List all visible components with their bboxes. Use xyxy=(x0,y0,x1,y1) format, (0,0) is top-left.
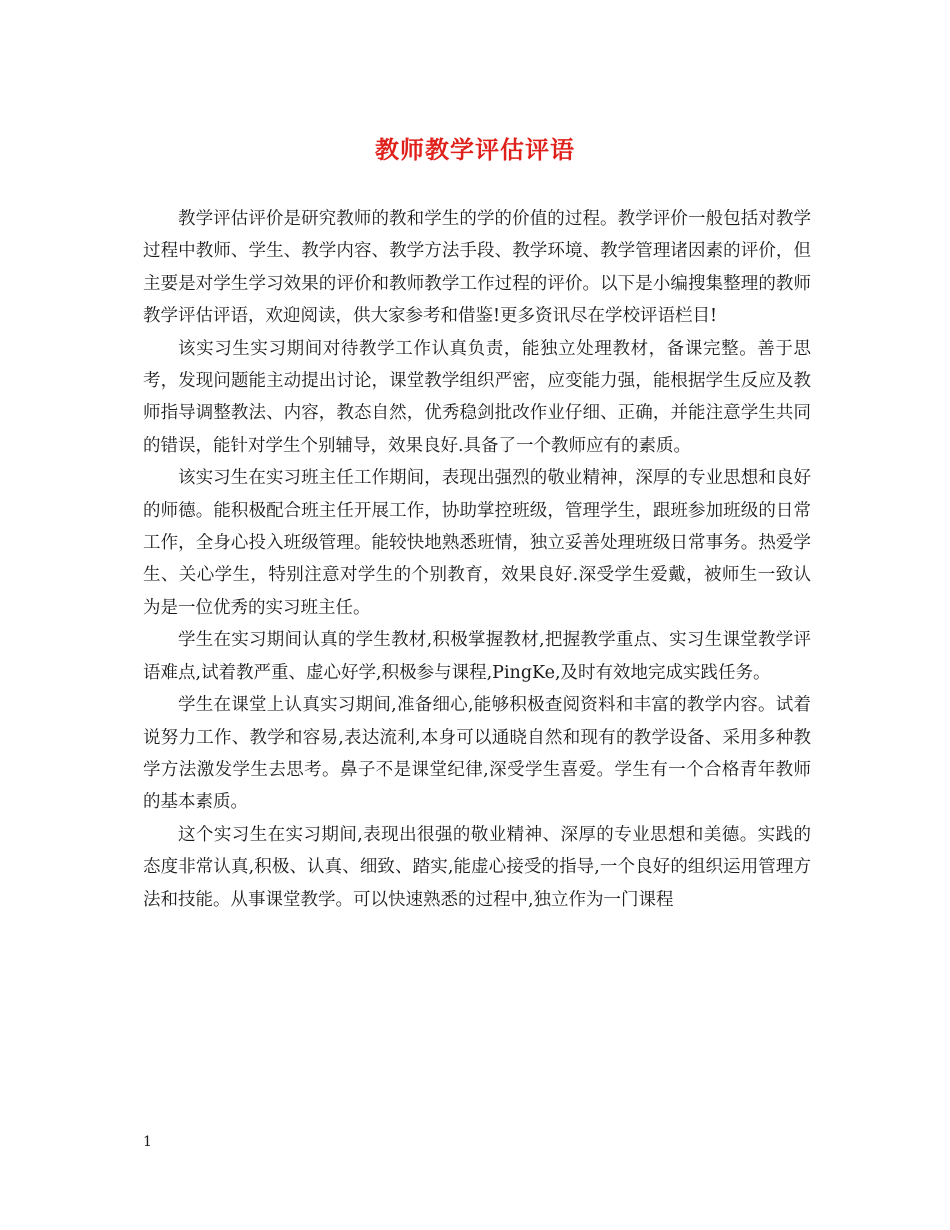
document-title: 教师教学评估评语 xyxy=(375,135,575,164)
paragraph-comment-2: 该实习生在实习班主任工作期间，表现出强烈的敬业精神，深厚的专业思想和良好的师德。能积极配合班主任开展工作，协助掌控班级，管理学生，跟班参加班级的日常工作，全身心投入班级管理。能较快地熟悉班情，独立妥善处理班级日常事务。热爱学生、关心学生，特别注意对学生的个别教育，效果良好.深受学生爱戴，被师生一致认为是一位优秀的实习班主任。 xyxy=(143,468,811,618)
paragraph-comment-4: 学生在课堂上认真实习期间,准备细心,能够积极查阅资料和丰富的教学内容。试着说努力工作、教学和容易,表达流利,本身可以通晓自然和现有的教学设备、采用多种教学方法激发学生去思考。鼻子不是课堂纪律,深受学生喜爱。学生有一个合格青年教师的基本素质。 xyxy=(143,695,811,813)
document-body xyxy=(143,203,811,916)
paragraph-comment-5: 这个实习生在实习期间,表现出很强的敬业精神、深厚的专业思想和美德。实践的态度非常认真,积极、认真、细致、踏实,能虚心接受的指导,一个良好的组织运用管理方法和技能。从事课堂教学。可以快速熟悉的过程中,独立作为一门课程 xyxy=(143,824,811,910)
paragraph-comment-1: 该实习生实习期间对待教学工作认真负责，能独立处理教材，备课完整。善于思考，发现问题能主动提出讨论，课堂教学组织严密，应变能力强，能根据学生反应及教师指导调整教法、内容，教态自然，优秀稳剑批改作业仔细、正确，并能注意学生共同的错误，能针对学生个别辅导，效果良好.具备了一个教师应有的素质。 xyxy=(143,338,811,456)
paragraph-intro: 教学评估评价是研究教师的教和学生的学的价值的过程。教学评价一般包括对教学过程中教师、学生、教学内容、教学方法手段、教学环境、教学管理诸因素的评价，但主要是对学生学习效果的评价和教师教学工作过程的评价。以下是小编搜集整理的教师教学评估评语，欢迎阅读，供大家参考和借鉴!更多资讯尽在学校评语栏目! xyxy=(143,209,811,327)
page-number: 1 xyxy=(143,1134,152,1150)
paragraph-comment-3: 学生在实习期间认真的学生教材,积极掌握教材,把握教学重点、实习生课堂教学评语难点,试着教严重、虚心好学,积极参与课程,PingKe,及时有效地完成实践任务。 xyxy=(143,630,811,683)
